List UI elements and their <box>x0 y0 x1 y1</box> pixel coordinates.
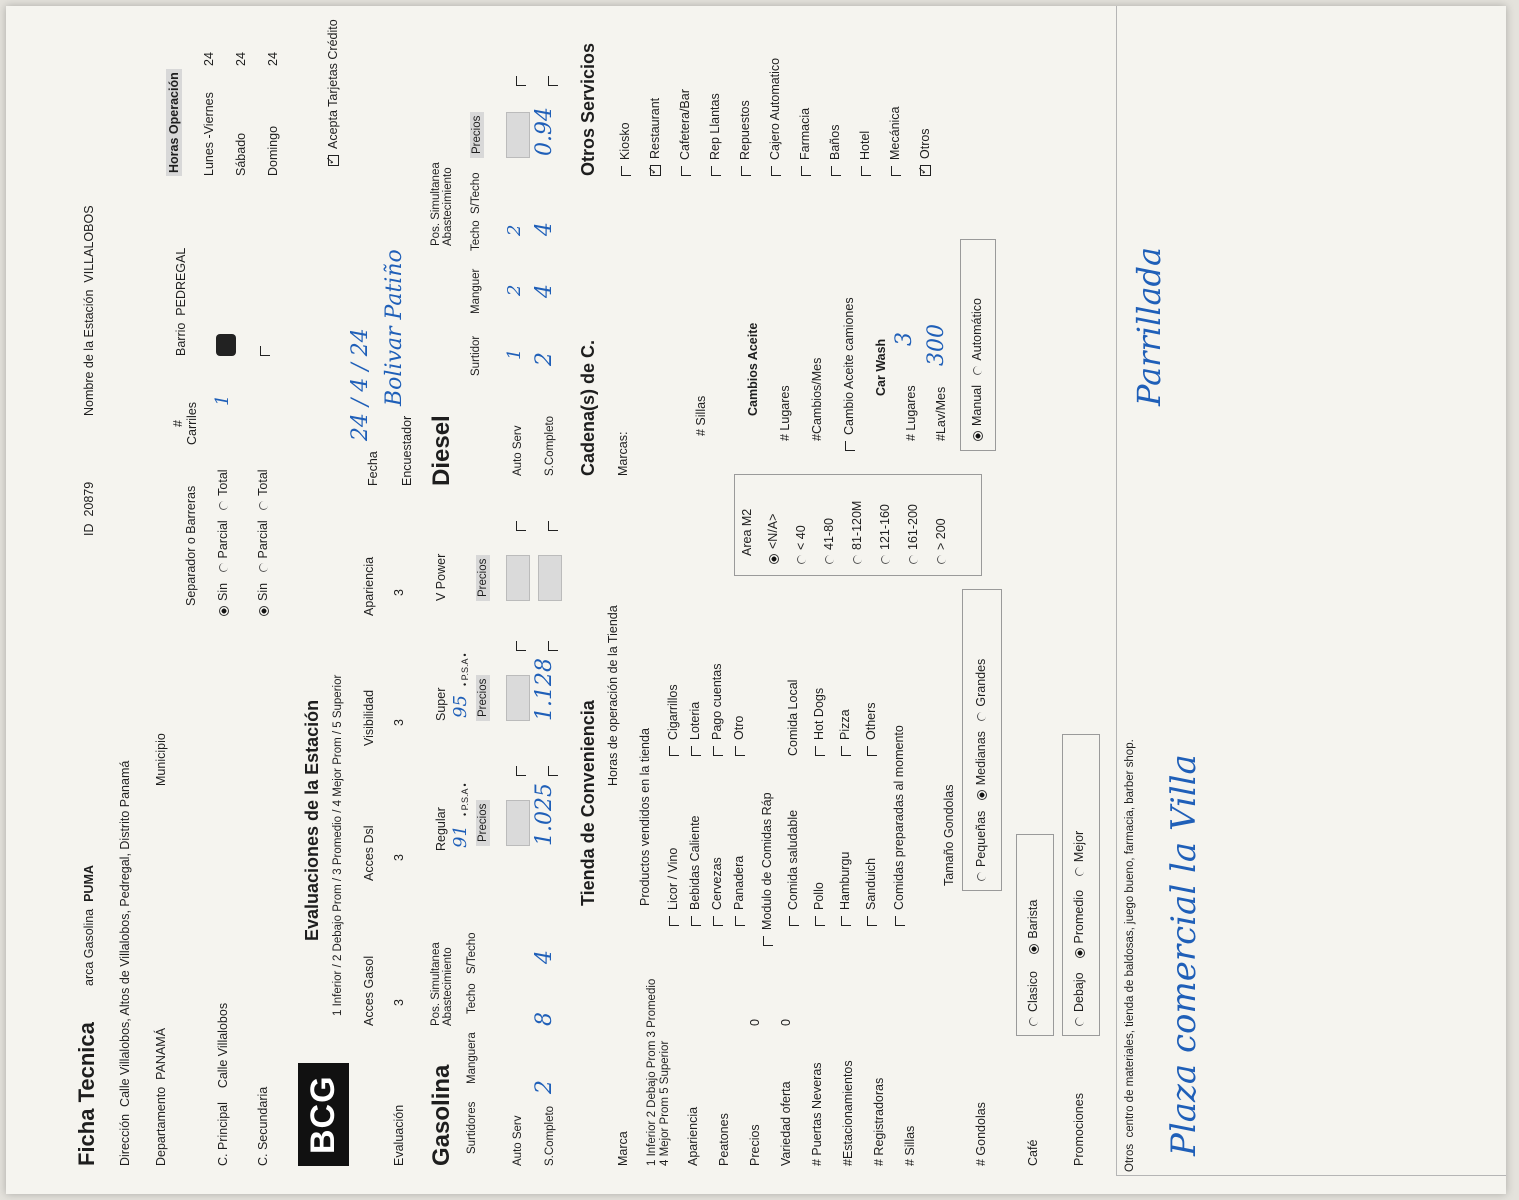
servicios-title: Otros Servicios <box>578 42 598 176</box>
area-option[interactable]: <N/A> <box>766 514 780 564</box>
handwritten-parrillada: Parrillada <box>1130 246 1168 406</box>
radio-sin[interactable] <box>259 606 269 616</box>
super-precios-label: Precios <box>476 675 490 721</box>
eval-col-visibilidad: Visibilidad <box>362 689 376 746</box>
eval-value-visibilidad: 3 <box>392 719 406 726</box>
vpower-auto-price[interactable] <box>506 555 533 601</box>
sillas-label: # Sillas <box>694 395 708 436</box>
hours-saturday-value: 24 <box>234 52 248 66</box>
modulo-checkbox[interactable]: Modulo de Comidas Ráp <box>760 792 774 946</box>
diesel-auto-manguer: 2 <box>504 284 525 296</box>
eval-col-acces-gasol: Acces Gasol <box>362 955 376 1026</box>
product-checkbox[interactable]: Otro <box>732 716 746 756</box>
eval-value-acces-dsl: 3 <box>392 854 406 861</box>
separator-secundaria-options: Sin Parcial Total <box>256 469 270 616</box>
gasolina-techo-value: 4 <box>532 950 557 964</box>
super-auto-price[interactable] <box>506 675 533 721</box>
carwash-type-options: Manual Automático <box>970 298 984 441</box>
fecha-handwritten: 24 / 4 / 24 <box>348 328 373 441</box>
eval-row-label: Evaluación <box>392 1104 406 1166</box>
encuestador-label: Encuestador <box>400 415 414 486</box>
diesel-auto-price[interactable] <box>506 112 533 158</box>
credit-checkbox[interactable]: ✓Acepta Tarjetas Crédito <box>326 19 340 166</box>
regular-auto-price[interactable] <box>506 800 533 846</box>
super-auto-check[interactable] <box>512 635 527 651</box>
radio-medianas[interactable] <box>977 790 987 800</box>
product-checkbox[interactable]: Cigarrillos <box>666 684 680 756</box>
vpower-auto-check[interactable] <box>512 515 527 531</box>
tienda-row-label: Apariencia <box>686 1106 700 1166</box>
cafe-label: Café <box>1026 1139 1040 1166</box>
service-checkbox[interactable]: Baños <box>828 125 842 176</box>
product-checkbox[interactable]: Licor / Vino <box>666 848 680 926</box>
radio-total[interactable] <box>259 501 268 510</box>
service-checkbox[interactable]: ✓ Otros <box>918 128 932 176</box>
service-checkbox[interactable]: Repuestos <box>738 100 752 176</box>
diesel-auto-surtidor: 1 <box>504 348 525 360</box>
cambios-title: Cambios Aceite <box>746 322 760 416</box>
municipio-label: Municipio <box>154 733 168 786</box>
radio-barista[interactable] <box>1029 944 1039 954</box>
brand-label: arca Gasolina PUMA <box>82 865 96 986</box>
department-field: Departamento PANAMÁ <box>154 1027 168 1166</box>
diesel-completo-check[interactable] <box>544 70 559 86</box>
radio-pequenas[interactable] <box>977 872 986 881</box>
evaluation-scale: 1 Inferior / 2 Debajo Prom / 3 Promedio / 4 Mejor Prom / 5 Superior <box>332 674 344 1016</box>
hours-saturday-label: Sábado <box>234 132 248 176</box>
handwritten-plaza: Plaza comercial la Villa <box>1164 754 1204 1156</box>
radio-mejor[interactable] <box>1075 867 1084 876</box>
service-checkbox[interactable]: Hotel <box>858 131 872 176</box>
otros-field <box>1124 739 1136 1172</box>
gasolina-techo-label: Techo <box>466 983 478 1014</box>
eval-col-acces-dsl: Acces Dsl <box>362 825 376 881</box>
carriles-checkbox-2[interactable] <box>256 340 271 356</box>
bcg-logo: BCG <box>298 1063 349 1166</box>
carwash-lavmes-label: #Lav/Mes <box>934 386 948 441</box>
radio-parcial[interactable] <box>219 564 228 573</box>
diesel-title: Diesel <box>428 415 455 486</box>
comida-checkbox[interactable]: Comida Local <box>786 679 800 756</box>
tienda-row-label: Precios <box>748 1124 762 1166</box>
product-checkbox[interactable]: Panadera <box>732 856 746 926</box>
gasolina-surtidores-label: Surtidores <box>466 1101 478 1154</box>
eval-value-apariencia: 3 <box>392 589 406 596</box>
product-checkbox[interactable]: Loteria <box>688 702 702 756</box>
tienda-row-label: # Puertas Neveras <box>810 1062 824 1166</box>
carriles-handwritten: 1 <box>212 394 233 406</box>
comida-checkbox[interactable]: Comida saludable <box>786 810 800 926</box>
id-field: ID 20879 <box>82 481 96 536</box>
hours-weekday-value: 24 <box>202 52 216 66</box>
diesel-auto-serv-label: Auto Serv <box>512 425 524 476</box>
radio-debajo[interactable] <box>1075 1017 1084 1026</box>
regular-auto-check[interactable] <box>512 760 527 776</box>
service-checkbox[interactable]: ✓ Restaurant <box>648 98 662 176</box>
vpower-completo-price[interactable] <box>538 555 565 601</box>
area-option[interactable]: 81-120M <box>850 501 864 564</box>
gasolina-pos-label: Pos. Simultanea Abastecimiento <box>430 942 454 1026</box>
diesel-s-completo-label: S.Completo <box>544 415 556 476</box>
area-option[interactable]: 41-80 <box>822 518 836 564</box>
regular-price-handwritten: 1.025 <box>532 783 557 846</box>
carwash-lugares-handwritten: 3 <box>892 332 917 346</box>
service-checkbox[interactable]: Rep Llantas <box>708 93 722 176</box>
scanned-document <box>6 6 1506 1194</box>
super-completo-check[interactable] <box>544 635 559 651</box>
gasolina-s-completo-label: S.Completo <box>544 1105 556 1166</box>
regular-label: Regular <box>434 807 448 851</box>
camiones-checkbox[interactable]: Cambio Aceite camiones <box>842 297 856 451</box>
barrio-field: Barrio PEDREGAL <box>174 247 188 356</box>
vpower-precios-label: Precios <box>476 555 490 601</box>
radio-total[interactable] <box>219 501 228 510</box>
separator-label: Separador o Barreras <box>184 485 198 606</box>
service-checkbox[interactable]: Cajero Automatico <box>768 58 782 176</box>
encuestador-handwritten: Bolivar Patiño <box>382 249 407 406</box>
diesel-manguer-label: Manguer <box>470 268 482 314</box>
super-price-handwritten: 1.128 <box>532 658 557 721</box>
gasolina-title: Gasolina <box>428 1064 455 1166</box>
area-option[interactable]: 161-200 <box>906 504 920 564</box>
super-label: Super <box>434 687 448 721</box>
tienda-hours-label: Horas de operación de la Tienda <box>606 605 620 786</box>
promo-options: Debajo Promedio Mejor <box>1072 831 1086 1026</box>
hours-weekday-label: Lunes -Viernes <box>202 92 216 176</box>
products-label: Productos vendidos en la tienda <box>638 728 652 906</box>
tienda-scale: 1 Inferior 2 Debajo Prom 3 Promedio <box>646 978 658 1166</box>
comida-checkbox[interactable]: Others <box>864 702 878 756</box>
radio-parcial[interactable] <box>259 564 268 573</box>
station-name-field: Nombre de la Estación VILLALOBOS <box>82 205 96 416</box>
area-label: Area M2 <box>740 508 754 556</box>
carwash-title: Car Wash <box>874 338 888 396</box>
area-option[interactable]: < 40 <box>794 525 808 564</box>
tamano-label: Tamaño Gondolas <box>942 784 956 886</box>
comida-checkbox[interactable]: Hamburgu <box>838 852 852 926</box>
service-checkbox[interactable]: Farmacia <box>798 108 812 176</box>
gasolina-surtidores-value: 2 <box>532 1080 557 1094</box>
regular-precios-label: Precios <box>476 800 490 846</box>
radio-manual[interactable] <box>973 431 983 441</box>
product-checkbox[interactable]: Cervezas <box>710 857 724 926</box>
vpower-label: V Power <box>434 553 448 601</box>
diesel-price-handwritten: 0.94 <box>532 107 557 156</box>
super-octane-handwritten: 95 <box>450 695 471 718</box>
gondola-options: Pequeñas Medianas Grandes <box>974 659 988 881</box>
tienda-row-label: Peatones <box>717 1113 731 1166</box>
tienda-row-label: Variedad oferta <box>779 1081 793 1166</box>
product-checkbox[interactable]: Pago cuentas <box>710 664 724 756</box>
tienda-scale-2: 4 Mejor Prom 5 Superior <box>659 1040 671 1166</box>
brand-value: PUMA <box>82 865 96 902</box>
diesel-techo-label: Techo <box>470 220 482 251</box>
tienda-title: Tienda de Conveniencia <box>578 700 598 906</box>
comida-checkbox[interactable]: Sanduich <box>864 858 878 926</box>
diesel-stecho-label: S/Techo <box>470 172 482 214</box>
otros-value: centro de materiales, tienda de baldosas, juego bueno, farmacia, barber shop. <box>1124 739 1136 1138</box>
hours-title: Horas Operación <box>166 69 182 176</box>
marca-label: Marca <box>616 1131 630 1166</box>
tienda-row-label: # Registradoras <box>872 1077 886 1166</box>
fecha-label: Fecha <box>366 451 380 486</box>
gasolina-manguera-value: 8 <box>532 1012 557 1026</box>
hours-sunday-value: 24 <box>266 52 280 66</box>
super-psa: • P.S.A • <box>460 653 470 686</box>
product-checkbox[interactable]: Bebidas Caliente <box>688 815 702 926</box>
regular-completo-check[interactable] <box>544 760 559 776</box>
comida-checkbox[interactable]: Pizza <box>838 709 852 756</box>
diesel-completo-surtidor: 2 <box>532 352 557 366</box>
radio-automatico[interactable] <box>973 366 982 375</box>
diesel-auto-techo: 2 <box>504 224 525 236</box>
radio-grandes[interactable] <box>977 712 986 721</box>
radio-clasico[interactable] <box>1029 1017 1038 1026</box>
radio-sin[interactable] <box>219 606 229 616</box>
separator-principal-options: Sin Parcial Total <box>216 469 230 616</box>
carwash-lugares-label: # Lugares <box>904 385 918 441</box>
tienda-row-label: #Estacionamientos <box>841 1060 855 1166</box>
form-title: Ficha Tecnica <box>74 1022 99 1166</box>
cambios-lugares-label: # Lugares <box>778 385 792 441</box>
carwash-lavmes-handwritten: 300 <box>924 324 949 366</box>
diesel-precios-label: Precios <box>470 112 484 158</box>
carriles-label: # Carriles <box>171 401 199 446</box>
cadena-title: Cadena(s) de C. <box>578 339 598 476</box>
radio-promedio[interactable] <box>1075 948 1085 958</box>
eval-col-apariencia: Apariencia <box>362 556 376 616</box>
tienda-row-value: 0 <box>779 1019 793 1026</box>
gasolina-auto-serv-label: Auto Serv <box>512 1115 524 1166</box>
eval-value-acces-gasol: 3 <box>392 999 406 1006</box>
cambios-mes-label: #Cambios/Mes <box>810 357 824 441</box>
tienda-row-label: # Sillas <box>903 1125 917 1166</box>
cadena-marcas-label: Marcas: <box>616 431 630 476</box>
vpower-completo-check[interactable] <box>544 515 559 531</box>
prepared-checkbox[interactable]: Comidas preparadas al momento <box>892 725 906 926</box>
gasolina-stecho-label: S/Techo <box>466 932 478 974</box>
tienda-row-value: 0 <box>748 1019 762 1026</box>
diesel-surtidor-label: Surtidor <box>470 335 482 376</box>
service-checkbox[interactable]: Kiosko <box>618 122 632 176</box>
regular-octane-handwritten: 91 <box>450 825 471 848</box>
comida-checkbox[interactable]: Hot Dogs <box>812 688 826 756</box>
area-option[interactable]: 121-160 <box>878 504 892 564</box>
otros-label: Otros <box>1124 1143 1136 1172</box>
gasolina-manguera-label: Manguera <box>466 1032 478 1084</box>
diesel-completo-manguer: 4 <box>532 284 557 298</box>
service-checkbox[interactable]: Cafetera/Bar <box>678 89 692 176</box>
carriles-checkbox[interactable] <box>216 340 231 356</box>
cafe-options: Clasico Barista <box>1026 900 1040 1026</box>
diesel-pos-label: Pos. Simultanea Abastecimiento <box>430 162 454 246</box>
promo-label: Promociones <box>1072 1093 1086 1166</box>
area-option[interactable]: > 200 <box>934 518 948 564</box>
evaluation-title: Evaluaciones de la Estación <box>302 699 322 941</box>
comida-checkbox[interactable]: Pollo <box>812 882 826 926</box>
hours-sunday-label: Domingo <box>266 125 280 176</box>
address-field: Dirección Calle Villalobos, Altos de Villalobos, Pedregal, Distrito Panamá <box>118 760 132 1166</box>
form-sheet <box>66 19 1496 1176</box>
service-checkbox[interactable]: Mecánica <box>888 107 902 177</box>
diesel-auto-check[interactable] <box>512 70 527 86</box>
regular-psa: • P.S.A • <box>460 783 470 816</box>
c-secundaria-label: C. Secundaria <box>256 1086 270 1166</box>
diesel-completo-techo: 4 <box>532 222 557 236</box>
c-principal-field: C. Principal Calle Villalobos <box>216 1002 230 1166</box>
gondolas-label: # Gondolas <box>974 1102 988 1166</box>
